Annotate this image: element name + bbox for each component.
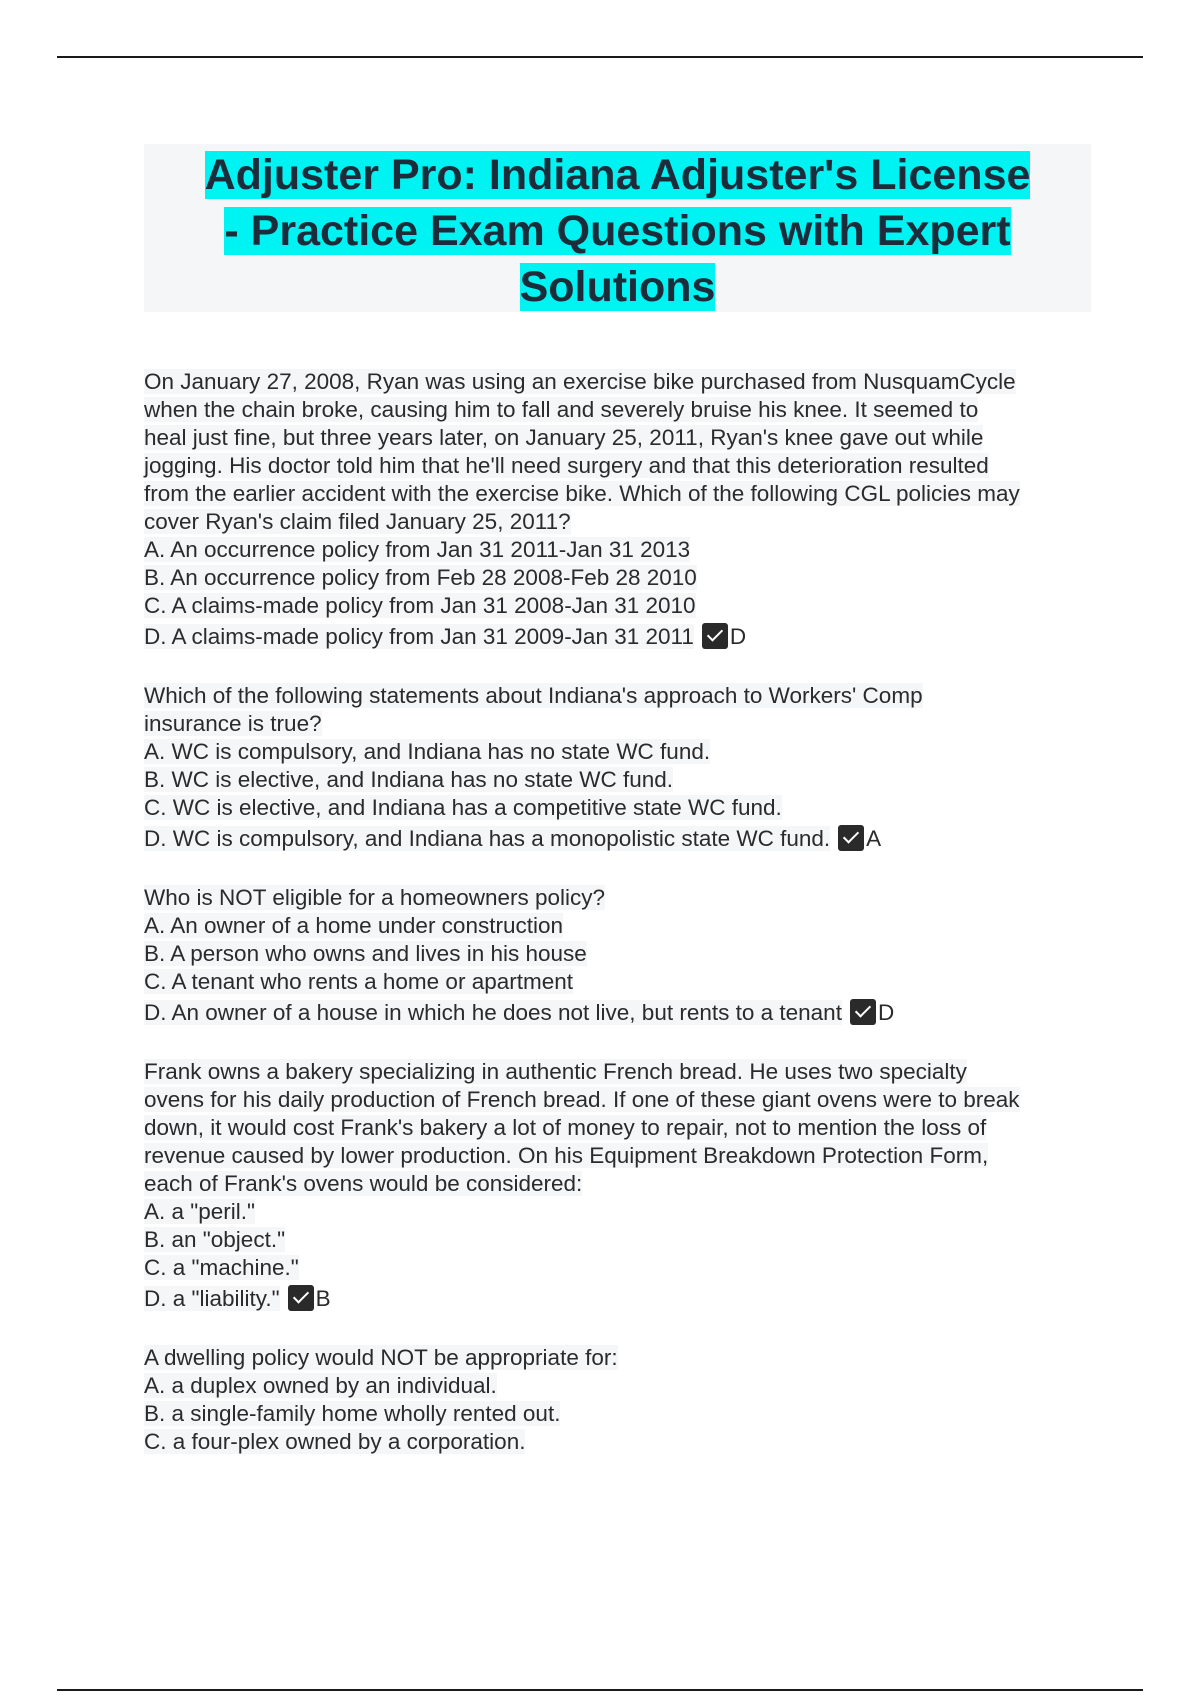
correct-answer: A — [866, 826, 882, 851]
title-block — [144, 144, 1091, 312]
question-stem-line: revenue caused by lower production. On his Equipment Breakdown Protection Form, — [144, 1143, 989, 1168]
checkmark-icon — [702, 623, 728, 649]
answer-option: C. WC is elective, and Indiana has a competitive state WC fund. — [144, 795, 782, 820]
answer-option: B. A person who owns and lives in his house — [144, 941, 587, 966]
title-line-2: - Practice Exam Questions with Expert — [224, 207, 1011, 255]
title-line-3: Solutions — [519, 263, 716, 311]
question-stem-line: down, it would cost Frank's bakery a lot of money to repair, not to mention the loss of — [144, 1115, 987, 1140]
answer-option: A. a duplex owned by an individual. — [144, 1373, 497, 1398]
answer-option: A. WC is compulsory, and Indiana has no state WC fund. — [144, 739, 711, 764]
answer-option: C. A claims-made policy from Jan 31 2008-Jan 31 2010 — [144, 593, 696, 618]
answer-option: C. A tenant who rents a home or apartment — [144, 969, 573, 994]
document-title — [144, 144, 1091, 315]
answer-option: D. WC is compulsory, and Indiana has a monopolistic state WC fund. A — [144, 826, 882, 851]
checkmark-icon — [838, 825, 864, 851]
question-stem-line: Who is NOT eligible for a homeowners policy? — [144, 885, 606, 910]
question-stem-line: insurance is true? — [144, 711, 322, 736]
title-line-1: Adjuster Pro: Indiana Adjuster's License — [204, 151, 1031, 199]
question-stem-line: each of Frank's ovens would be considered: — [144, 1171, 583, 1196]
bottom-rule — [57, 1689, 1143, 1691]
answer-option: B. a single-family home wholly rented out. — [144, 1401, 561, 1426]
question-1 — [144, 368, 1094, 654]
question-stem-line: when the chain broke, causing him to fall and severely bruise his knee. It seemed to — [144, 397, 979, 422]
question-stem-line: On January 27, 2008, Ryan was using an exercise bike purchased from NusquamCycle — [144, 369, 1016, 394]
question-stem-line: from the earlier accident with the exercise bike. Which of the following CGL policies may — [144, 481, 1020, 506]
answer-option: D. A claims-made policy from Jan 31 2009-Jan 31 2011 D — [144, 624, 747, 649]
answer-option: C. a four-plex owned by a corporation. — [144, 1429, 526, 1454]
correct-answer: D — [877, 1000, 895, 1025]
answer-option: A. An owner of a home under construction — [144, 913, 563, 938]
question-stem-line: Which of the following statements about Indiana's approach to Workers' Comp — [144, 683, 923, 708]
correct-answer: D — [729, 624, 747, 649]
questions-list — [144, 368, 1094, 1484]
question-stem-line: heal just fine, but three years later, on January 25, 2011, Ryan's knee gave out while — [144, 425, 984, 450]
question-2 — [144, 682, 1094, 856]
question-stem-line: ovens for his daily production of French bread. If one of these giant ovens were to break — [144, 1087, 1020, 1112]
correct-answer: B — [315, 1286, 331, 1311]
answer-option: A. An occurrence policy from Jan 31 2011-Jan 31 2013 — [144, 537, 691, 562]
checkmark-icon — [850, 999, 876, 1025]
answer-option: D. a "liability." B — [144, 1286, 331, 1311]
question-4 — [144, 1058, 1094, 1316]
question-stem-line: Frank owns a bakery specializing in authentic French bread. He uses two specialty — [144, 1059, 967, 1084]
question-stem-line: jogging. His doctor told him that he'll need surgery and that this deterioration resulted — [144, 453, 989, 478]
answer-option: B. WC is elective, and Indiana has no state WC fund. — [144, 767, 674, 792]
checkmark-icon — [288, 1285, 314, 1311]
answer-option: B. an "object." — [144, 1227, 286, 1252]
question-stem-line: cover Ryan's claim filed January 25, 2011? — [144, 509, 571, 534]
question-stem-line: A dwelling policy would NOT be appropriate for: — [144, 1345, 618, 1370]
answer-option: A. a "peril." — [144, 1199, 256, 1224]
question-5 — [144, 1344, 1094, 1456]
question-3 — [144, 884, 1094, 1030]
answer-option: C. a "machine." — [144, 1255, 299, 1280]
answer-option: D. An owner of a house in which he does not live, but rents to a tenant D — [144, 1000, 895, 1025]
answer-option: B. An occurrence policy from Feb 28 2008-Feb 28 2010 — [144, 565, 697, 590]
top-rule — [57, 56, 1143, 58]
